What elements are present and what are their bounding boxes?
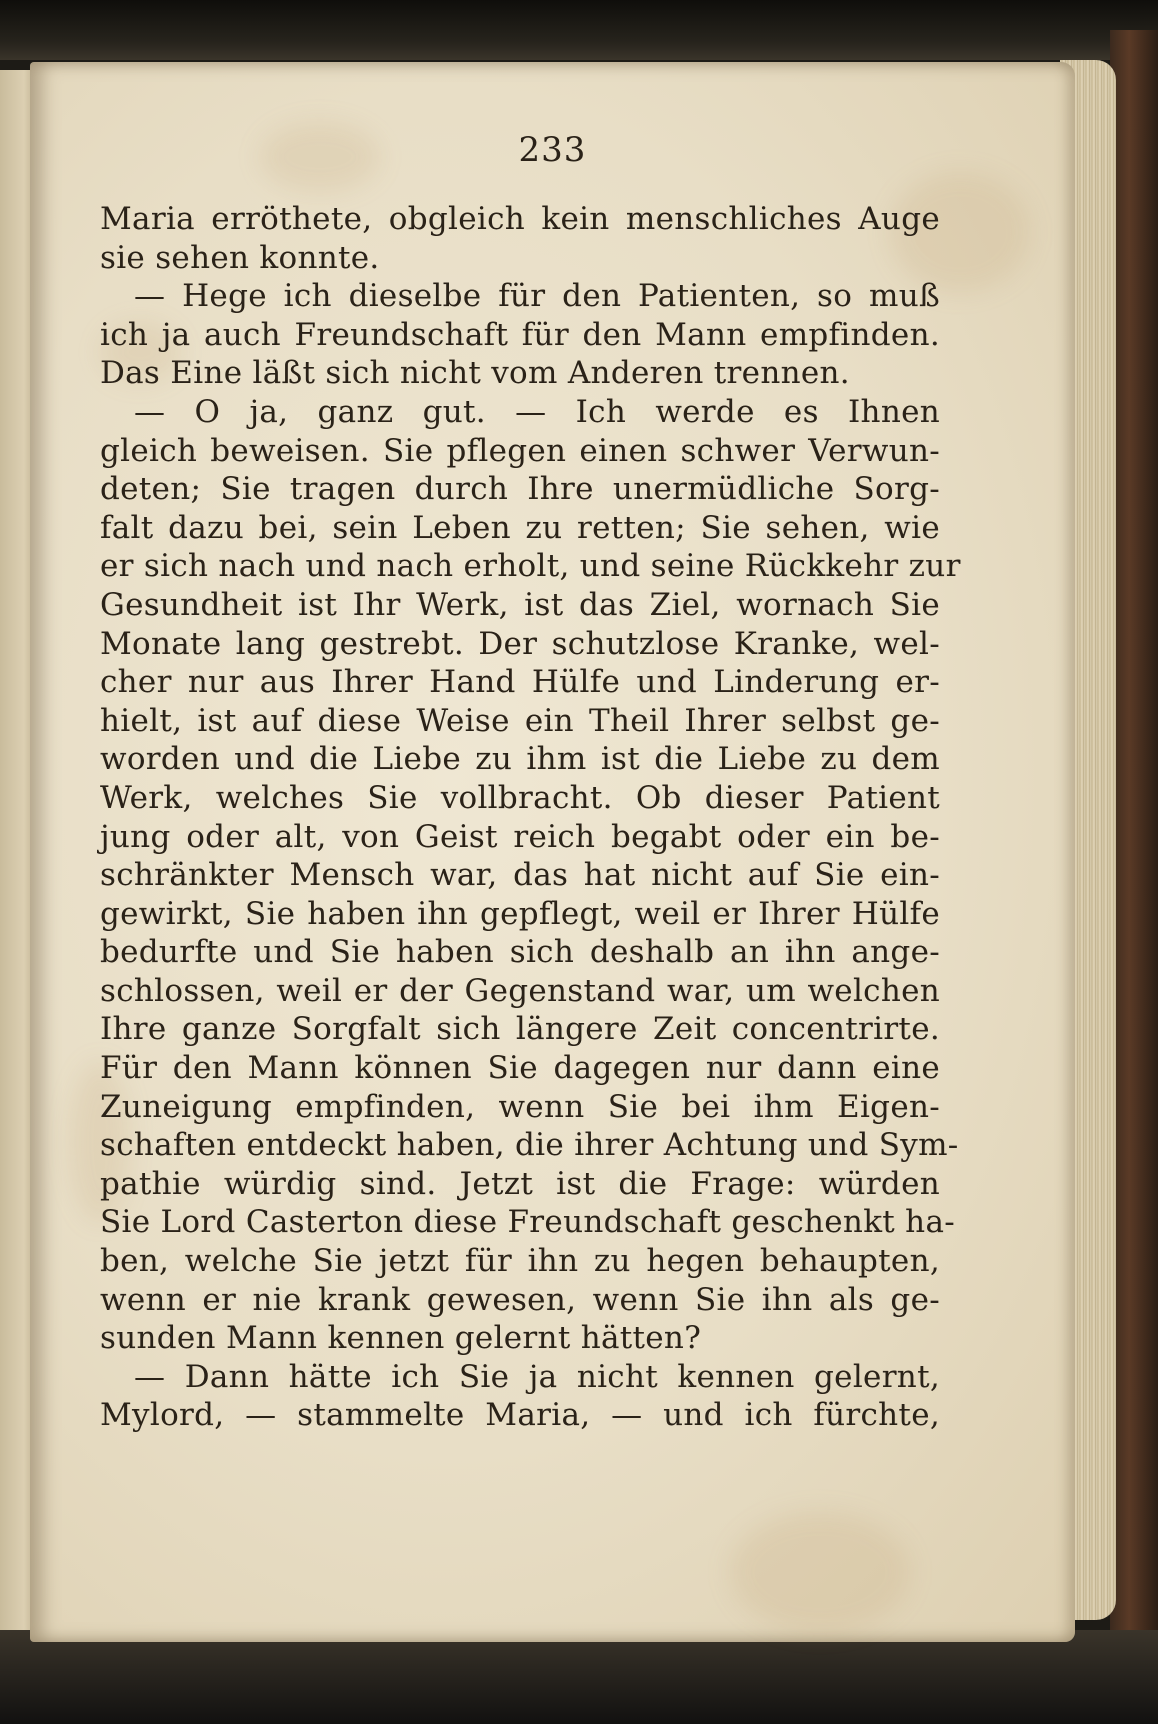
text-line: falt dazu bei, sein Leben zu retten; Sie sehen, wie [100,509,940,546]
text-line: bedurfte und Sie haben sich deshalb an ihn ange- [100,934,940,971]
text-line: Das Eine läßt sich nicht vom Anderen trennen. [100,355,850,392]
text-line: Sie Lord Casterton diese Freundschaft geschenkt ha- [100,1204,956,1241]
text-line: cher nur aus Ihrer Hand Hülfe und Linderung er- [100,664,940,701]
text-line: hielt, ist auf diese Weise ein Theil Ihrer selbst ge- [100,702,940,739]
page-number: 233 [518,130,587,170]
text-line: deten; Sie tragen durch Ihre unermüdliche Sorg- [100,471,940,508]
text-line: ben, welche Sie jetzt für ihn zu hegen behaupten, [100,1243,940,1280]
book-cover-right [1110,30,1158,1650]
text-line: wenn er nie krank gewesen, wenn Sie ihn als ge- [100,1281,940,1318]
text-line: sie sehen konnte. [100,239,380,276]
text-line: schränkter Mensch war, das hat nicht auf Sie ein- [100,857,940,894]
book-cover-top [0,0,1158,60]
text-line: Werk, welches Sie vollbracht. Ob dieser Patient [100,779,940,816]
text-line: worden und die Liebe zu ihm ist die Liebe zu dem [100,741,940,778]
text-line: Gesundheit ist Ihr Werk, ist das Ziel, wornach Sie [100,586,940,623]
text-line: schaften entdeckt haben, die ihrer Achtung und Sym- [100,1127,959,1164]
text-line: sunden Mann kennen gelernt hätten? [100,1320,702,1357]
paper-stain [730,1512,910,1632]
body-text [100,200,961,1435]
text-line: Monate lang gestrebt. Der schutzlose Kranke, wel- [100,625,940,662]
text-line: — O ja, ganz gut. — Ich werde es Ihnen [134,393,940,430]
text-line: gleich beweisen. Sie pflegen einen schwer Verwun- [100,432,940,469]
text-line: schlossen, weil er der Gegenstand war, um welchen [100,972,940,1009]
text-line: Ihre ganze Sorgfalt sich längere Zeit concentrirte. [100,1011,940,1048]
text-line: — Hege ich dieselbe für den Patienten, so muß [134,278,940,315]
text-line: Maria erröthete, obgleich kein menschliches Auge [100,201,940,237]
text-line: — Dann hätte ich Sie ja nicht kennen gelernt, [134,1358,940,1395]
text-line: Mylord, — stammelte Maria, — und ich fürchte, [100,1397,940,1434]
book-page [30,62,1075,1642]
text-line: ich ja auch Freundschaft für den Mann empfinden. [100,316,940,353]
book-cover-bottom [0,1630,1158,1724]
text-line: Für den Mann können Sie dagegen nur dann eine [100,1050,940,1087]
text-line: er sich nach und nach erholt, und seine Rückkehr zur [100,548,961,585]
text-line: Zuneigung empfinden, wenn Sie bei ihm Eigen- [100,1088,940,1125]
text-line: gewirkt, Sie haben ihn gepflegt, weil er Ihrer Hülfe [100,895,940,932]
text-line: jung oder alt, von Geist reich begabt oder ein be- [100,818,940,855]
text-line: pathie würdig sind. Jetzt ist die Frage: würden [100,1165,940,1202]
